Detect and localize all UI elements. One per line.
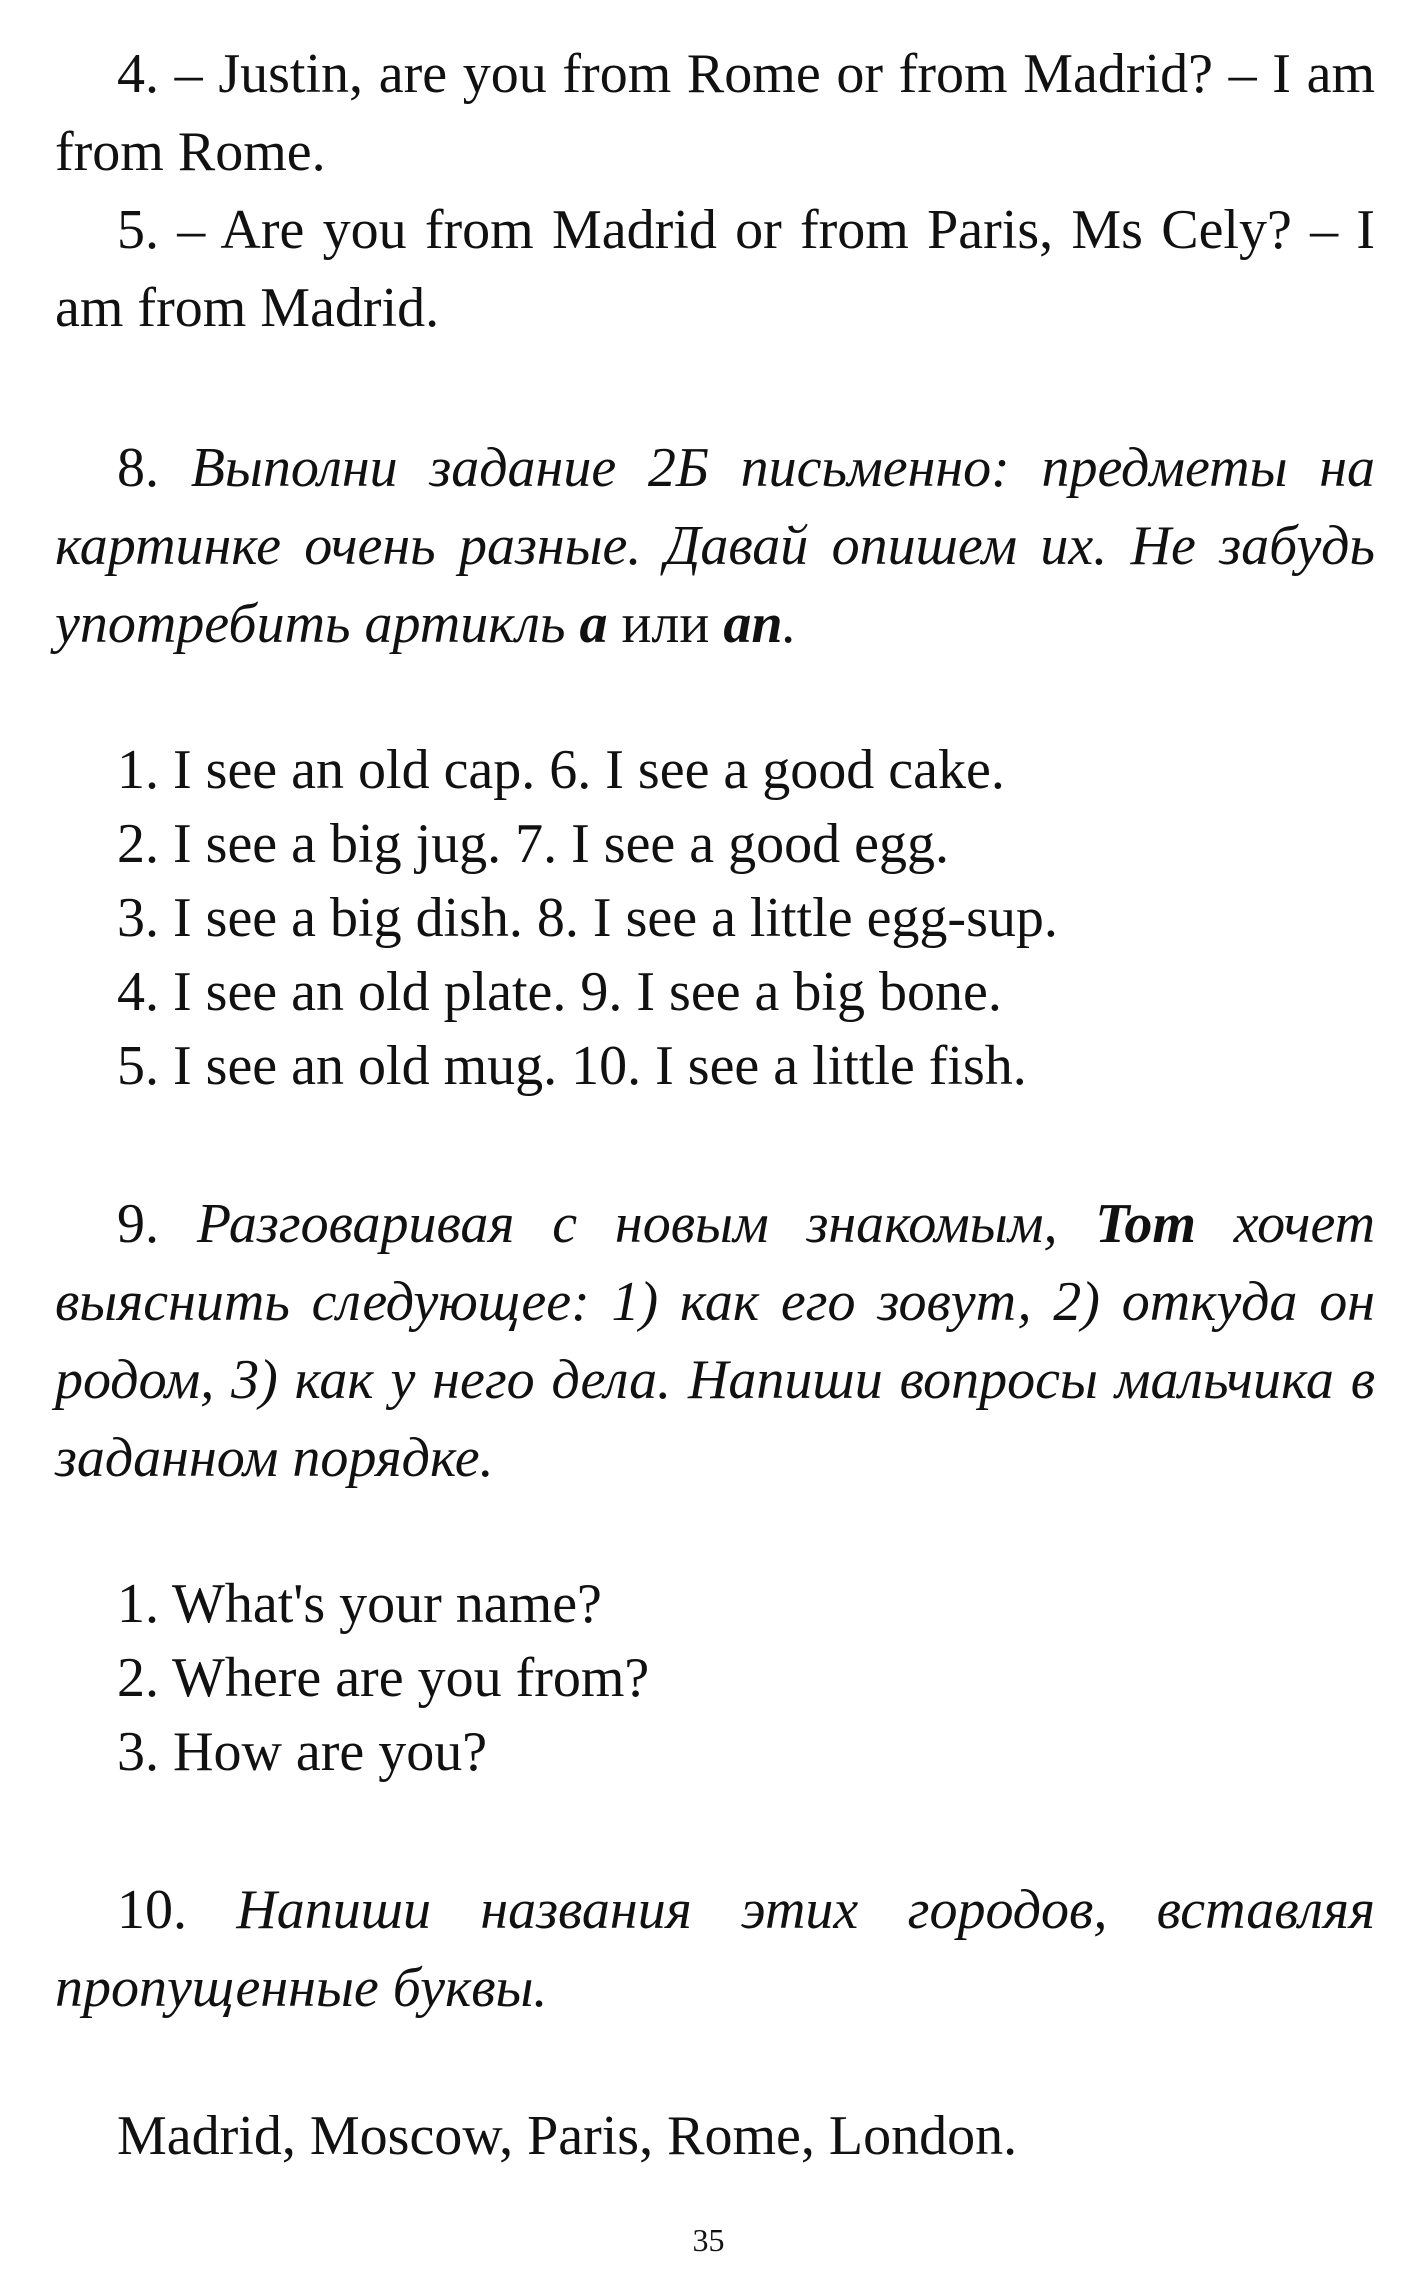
dialogue-4-line-1: 4. – Justin, are you from Rome or from <box>117 43 1008 105</box>
task-9-instruction <box>55 1185 1375 1497</box>
task-10-number: 10. <box>117 1879 187 1941</box>
answer-line: 1. What's your name? <box>117 1573 602 1635</box>
task-10-instruction <box>55 1871 1375 2027</box>
task-8-number: 8. <box>117 437 159 499</box>
task-8-or: или <box>621 593 710 655</box>
task-8-text: Выполни задание 2Б письменно: предметы на картинке очень разные. Давай опишем их. Не забудь употребить артикль <box>55 437 1376 655</box>
answer-line: 5. I see an old mug. 10. I see a little fish. <box>117 1035 1027 1097</box>
page-number: 35 <box>692 2222 725 2258</box>
answer-line: 3. How are you? <box>117 1721 488 1783</box>
task-8-article-an: an <box>723 593 783 655</box>
task-9-name: Tom <box>1095 1193 1196 1255</box>
task-10-answer: Madrid, Moscow, Paris, Rome, London. <box>117 2105 1018 2167</box>
answer-line: 3. I see a big dish. 8. I see a little egg-sup. <box>117 887 1058 949</box>
spacer <box>55 347 1375 429</box>
answer-line: 1. I see an old cap. 6. I see a good cake. <box>117 739 1005 801</box>
dialogue-item-5 <box>55 191 1375 347</box>
page-content <box>55 35 1375 2175</box>
dialogue-5-line-2: Cely? – I am from Madrid. <box>55 199 1375 339</box>
task-8-period: . <box>782 593 797 655</box>
spacer <box>55 1789 1375 1871</box>
task-8-article-a: a <box>579 593 608 655</box>
task-9-text-before: Разговаривая с новым знакомым, <box>196 1193 1058 1255</box>
answer-line: 4. I see an old plate. 9. I see a big bone. <box>117 961 1002 1023</box>
spacer <box>55 663 1375 733</box>
spacer <box>55 2027 1375 2097</box>
task-10-text: Напиши названия этих городов, вставляя пропущенные буквы. <box>55 1879 1376 2019</box>
dialogue-item-4 <box>55 35 1375 191</box>
dialogue-5-line-1: 5. – Are you from Madrid or from Paris, Ms <box>117 199 1143 261</box>
answer-line: 2. Where are you from? <box>117 1647 650 1709</box>
spacer <box>55 1497 1375 1567</box>
task-8-instruction <box>55 429 1375 663</box>
task-9-number: 9. <box>117 1193 159 1255</box>
answer-line: 2. I see a big jug. 7. I see a good egg. <box>117 813 949 875</box>
spacer <box>55 1103 1375 1185</box>
task-9-text-after: хочет выяснить следующее: 1) как его зовут, 2) откуда он родом, 3) как у него дела. Напиши вопросы мальчика в заданном порядке. <box>55 1193 1376 1489</box>
task-8-answer-list <box>55 733 1375 1103</box>
dialogue-4-line-2: Madrid? – I am from Rome. <box>55 43 1376 183</box>
task-9-answer-list <box>55 1567 1375 1789</box>
